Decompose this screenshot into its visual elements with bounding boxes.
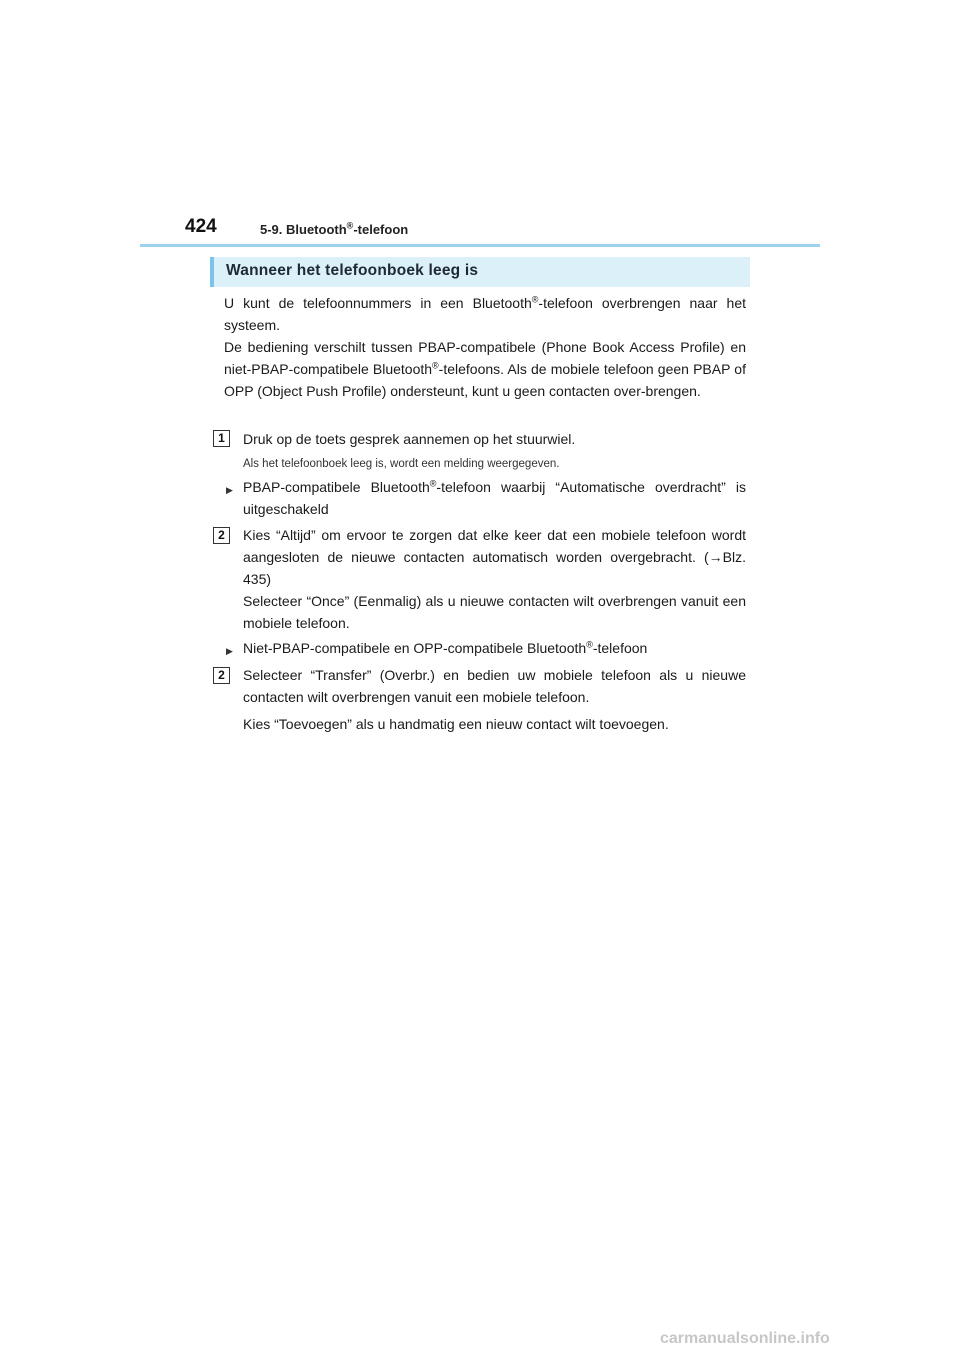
step-2b-text	[243, 664, 746, 735]
section-label-suffix: -telefoon	[353, 222, 409, 237]
step-2-paragraph-1: Kies “Altijd” om ervoor te zorgen dat elke keer dat een mobiele telefoon wordt aangesloten de nieuwe contacten automatisch worden overgebracht. (→Blz. 435)	[243, 527, 746, 587]
section-label-prefix: 5-9. Bluetooth	[260, 222, 347, 237]
registered-mark: ®	[586, 639, 593, 650]
step-2b-badge: 2	[213, 667, 230, 684]
step-2b-paragraph-2: Kies “Toevoegen” als u handmatig een nieuw contact wilt toevoegen.	[243, 716, 669, 732]
intro-p2-text: De bediening verschilt tussen PBAP-compatibele (Phone Book Access Profile) en niet-PBAP-compatibele Bluetooth	[224, 339, 746, 377]
registered-mark: ®	[346, 220, 354, 231]
bullet-opp-text	[243, 637, 746, 659]
registered-mark: ®	[429, 478, 437, 489]
watermark: carmanualsonline.info	[660, 1330, 830, 1347]
bullet-opp	[226, 637, 746, 659]
triangle-bullet-icon: ▶	[226, 485, 233, 495]
bullet-pbap	[226, 476, 746, 520]
bullet-pbap-text-b: -telefoon waarbij “Automatische overdracht” is uitgeschakeld	[243, 479, 746, 517]
step-2b-paragraph-1: Selecteer “Transfer” (Overbr.) en bedien uw mobiele telefoon als u nieuwe contacten wilt overbrengen vanuit een mobiele telefoon.	[243, 667, 746, 705]
bullet-opp-text-b: -telefoon	[592, 640, 648, 656]
registered-mark: ®	[531, 294, 539, 305]
page-number: 424	[185, 216, 217, 237]
section-title-bar	[210, 257, 750, 287]
step-1-badge: 1	[213, 430, 230, 447]
intro-text	[224, 292, 746, 402]
bullet-pbap-text	[243, 476, 746, 520]
intro-p2-text-cont: -telefoons. Als de mobiele telefoon geen PBAP of OPP (Object Push Profile) ondersteunt, kunt u geen contacten over-brengen.	[224, 361, 746, 399]
intro-paragraph-2	[224, 336, 746, 402]
page-header	[140, 212, 820, 246]
bullet-opp-text-a: Niet-PBAP-compatibele en OPP-compatibele Bluetooth	[243, 640, 587, 656]
intro-p1-text-cont: -telefoon overbrengen naar het systeem.	[224, 295, 747, 333]
registered-mark: ®	[432, 360, 439, 371]
intro-paragraph-1	[224, 292, 746, 336]
step-2-text	[243, 524, 746, 634]
step-1-note: Als het telefoonboek leeg is, wordt een melding weergegeven.	[243, 458, 560, 470]
step-1-text: Druk op de toets gesprek aannemen op het stuurwiel.	[243, 431, 576, 447]
bullet-pbap-text-a: PBAP-compatibele Bluetooth	[243, 479, 430, 495]
step-2-paragraph-2: Selecteer “Once” (Eenmalig) als u nieuwe contacten wilt overbrengen vanuit een mobiele telefoon.	[243, 593, 746, 631]
step-2-badge: 2	[213, 527, 230, 544]
running-section-label	[260, 222, 408, 237]
intro-p1-text: U kunt de telefoonnummers in een Bluetooth	[224, 295, 532, 311]
triangle-bullet-icon: ▶	[226, 646, 233, 656]
header-divider	[140, 244, 820, 247]
section-title: Wanneer het telefoonboek leeg is	[226, 262, 479, 279]
